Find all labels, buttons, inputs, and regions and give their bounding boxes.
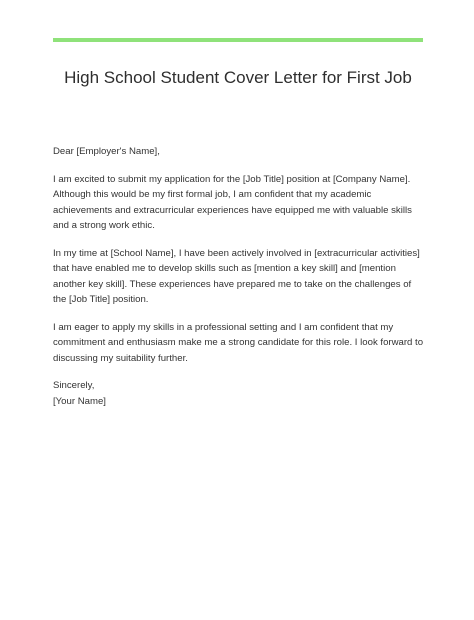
- accent-bar: [53, 38, 423, 42]
- signature: [Your Name]: [53, 395, 106, 407]
- sign-off: [53, 378, 424, 409]
- paragraph-intro: I am excited to submit my application for the [Job Title] position at [Company Name]. Although this would be my first formal job, I am confident that my academic achievements and extracurricular experiences have equipped me with valuable skills and a strong work ethic.: [53, 173, 412, 231]
- paragraph-closing: I am eager to apply my skills in a professional setting and I am confident that my commitment and enthusiasm make me a strong candidate for this role. I look forward to discussing my suitability further.: [53, 321, 424, 364]
- closing: Sincerely,: [53, 380, 95, 391]
- letter-body: [53, 144, 424, 421]
- paragraph-experience: In my time at [School Name], I have been actively involved in [extracurricular activities] that have enabled me to develop skills such as [mention a key skill] and [mention another key skill]. These experiences have prepared me to take on the challenges of the [Job Title] position.: [53, 247, 420, 305]
- document-title: High School Student Cover Letter for First Job: [64, 68, 412, 87]
- salutation: Dear [Employer's Name],: [53, 146, 160, 157]
